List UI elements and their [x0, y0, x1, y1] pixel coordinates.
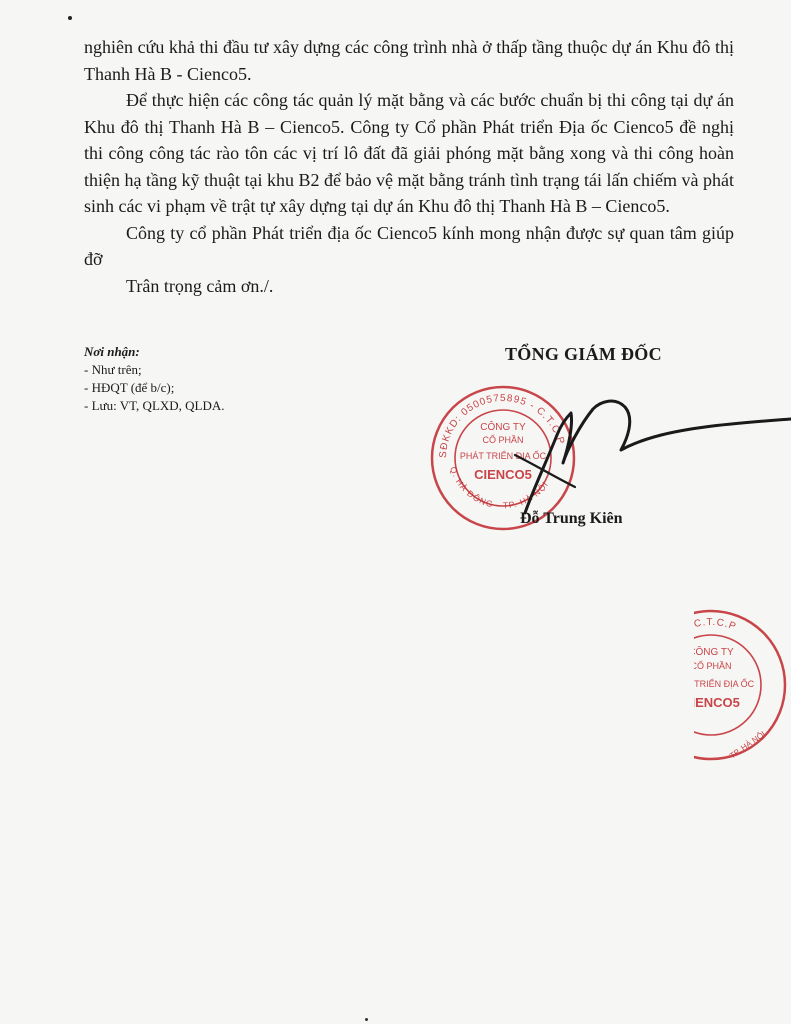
seal-line-1: CÔNG TY	[480, 422, 526, 433]
signer-title: TỔNG GIÁM ĐỐC	[505, 344, 662, 364]
paragraph-2: Để thực hiện các công tác quản lý mặt bằng và các bước chuẩn bị thi công tại dự án Khu đô thị Thanh Hà B – Cienco5. Công ty Cổ phần Phát triển Địa ốc Cienco5 đề nghị thi công công tác rào tôn các vị trí lô đất đã giải phóng mặt bằng xong và thi công hoàn thiện hạ tầng kỹ thuật tại khu B2 để bảo vệ mặt bằng tránh tình trạng tái lấn chiếm và phát sinh các vi phạm về trật tự xây dựng tại dự án Khu đô thị Thanh Hà B – Cienco5.	[84, 90, 734, 216]
seal-line-2: CỔ PHẦN	[482, 435, 524, 445]
svg-text:0500575895 - C.T.C.P: 0500575895 - C.T.C.P	[642, 616, 739, 686]
closing-line: Trân trọng cảm ơn./.	[126, 275, 274, 296]
recipient-item: - Lưu: VT, QLXD, QLDA.	[84, 398, 225, 413]
scan-dot	[68, 16, 72, 20]
svg-text:CỔ PHẦN: CỔ PHẦN	[690, 661, 732, 671]
recipients-block	[84, 343, 384, 415]
seal-bottom-text: Q. HÀ ĐÔNG - TP. HÀ NỘI	[447, 465, 551, 511]
recipients-title: Nơi nhận:	[84, 344, 140, 359]
recipient-item: - Như trên;	[84, 362, 142, 377]
paragraph-1: nghiên cứu khả thi đầu tư xây dựng các công trình nhà ở thấp tầng thuộc dự án Khu đô thị Thanh Hà B - Cienco5.	[84, 37, 734, 84]
svg-text:CIENCO5: CIENCO5	[682, 695, 740, 710]
paragraph-3: Công ty cổ phần Phát triển địa ốc Cienco5 kính mong nhận được sự quan tâm giúp đỡ	[84, 222, 734, 269]
edge-seal	[642, 605, 791, 765]
seal-line-4: CIENCO5	[474, 467, 532, 482]
svg-text:PHÁT TRIỂN ĐỊA ỐC: PHÁT TRIỂN ĐỊA ỐC	[667, 679, 755, 689]
svg-text:CÔNG TY: CÔNG TY	[688, 647, 734, 658]
seal-outer-text: SĐKKD: 0500575895 - C.T.C.P	[437, 392, 567, 459]
recipients-list	[84, 361, 384, 415]
seal-line-3: PHÁT TRIỂN ĐỊA ỐC	[459, 451, 547, 461]
letter-body	[84, 34, 734, 299]
scan-mark	[365, 1018, 368, 1021]
svg-text:TP. HÀ NỘI: TP. HÀ NỘI	[728, 729, 768, 761]
signer-name: Đỗ Trung Kiên	[520, 510, 623, 527]
recipient-item: - HĐQT (để b/c);	[84, 380, 175, 395]
